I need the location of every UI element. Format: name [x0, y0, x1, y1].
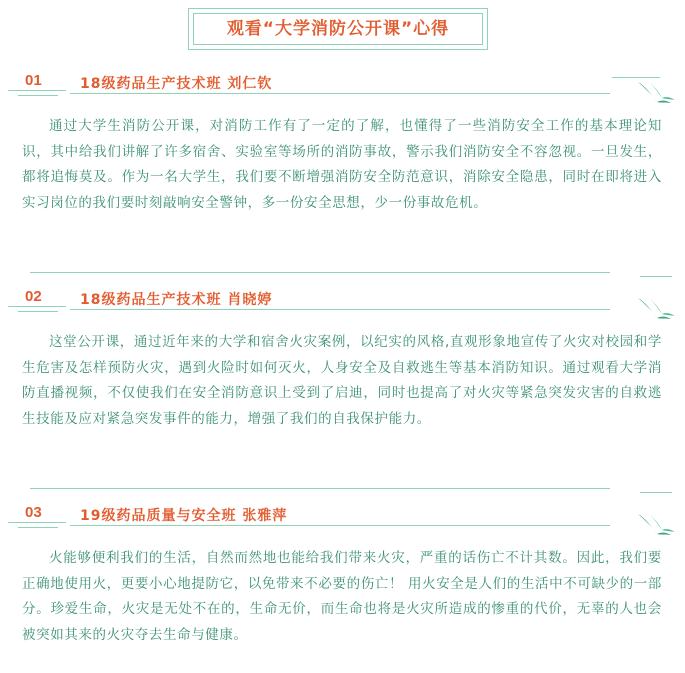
number-underline-short [18, 527, 58, 528]
section-heading: 19级药品质量与安全班 张雅萍 [80, 508, 288, 524]
section-body: 通过大学生消防公开课，对消防工作有了一定的了解，也懂得了一些消防安全工作的基本理论知识，其中给我们讲解了许多宿舍、实验室等场所的消防事故，警示我们消防安全不容忽视。一旦发生，都将追悔莫及。作为一名大学生，我们要不断增强消防安全防范意识，消除安全隐患，同时在即将进入实习岗位的我们要时刻敲响安全警钟，多一份安全思想，少一份事故危机。 [22, 118, 662, 211]
section-header [0, 504, 685, 544]
section-rule [70, 93, 610, 94]
page-title: 观看“大学消防公开课”心得 [226, 19, 450, 39]
swallow-birds-icon [635, 294, 677, 324]
section-number: 01 [25, 72, 42, 89]
section-heading: 18级药品生产技术班 肖晓婷 [80, 292, 273, 308]
title-banner [188, 8, 488, 50]
section-number: 02 [25, 288, 42, 305]
number-underline [8, 522, 66, 523]
section-body: 这堂公开课，通过近年来的大学和宿舍火灾案例，以纪实的风格,直观形象地宣传了火灾对校园和学生危害及怎样预防火灾，遇到火险时如何灭火，人身安全及自救逃生等基本消防知识。通过观看大学消防直播视频，不仅使我们在安全消防意识上受到了启迪，同时也提高了对火灾等紧急突发灾害的自救逃生技能及应对紧急突发事件的能力，增强了我们的自我保护能力。 [22, 334, 662, 427]
swallow-birds-icon [635, 78, 677, 108]
number-underline [8, 306, 66, 307]
section-rule [70, 309, 610, 310]
section-top-rule-right [640, 492, 672, 493]
swallow-birds-icon [635, 510, 677, 540]
number-underline-short [18, 311, 58, 312]
section-header [0, 72, 685, 112]
number-underline-short [18, 95, 58, 96]
section-number: 03 [25, 504, 42, 521]
section-top-rule-right [640, 276, 672, 277]
number-underline [8, 90, 66, 91]
section-top-rule [30, 488, 610, 489]
section-body: 火能够便利我们的生活，自然而然地也能给我们带来火灾，严重的话伤亡不计其数。因此，我们要正确地使用火，更要小心地提防它，以免带来不必要的伤亡！ 用火安全是人们的生活中不可缺少的一部分。珍爱生命，火灾是无处不在的，生命无价，而生命也将是火灾所造成的惨重的代价，无辜的人也会被突如其来的火灾夺去生命与健康。 [22, 550, 662, 643]
section-rule [70, 525, 610, 526]
section-top-rule [30, 272, 610, 273]
section-header [0, 288, 685, 328]
section-heading: 18级药品生产技术班 刘仁钦 [80, 76, 273, 92]
